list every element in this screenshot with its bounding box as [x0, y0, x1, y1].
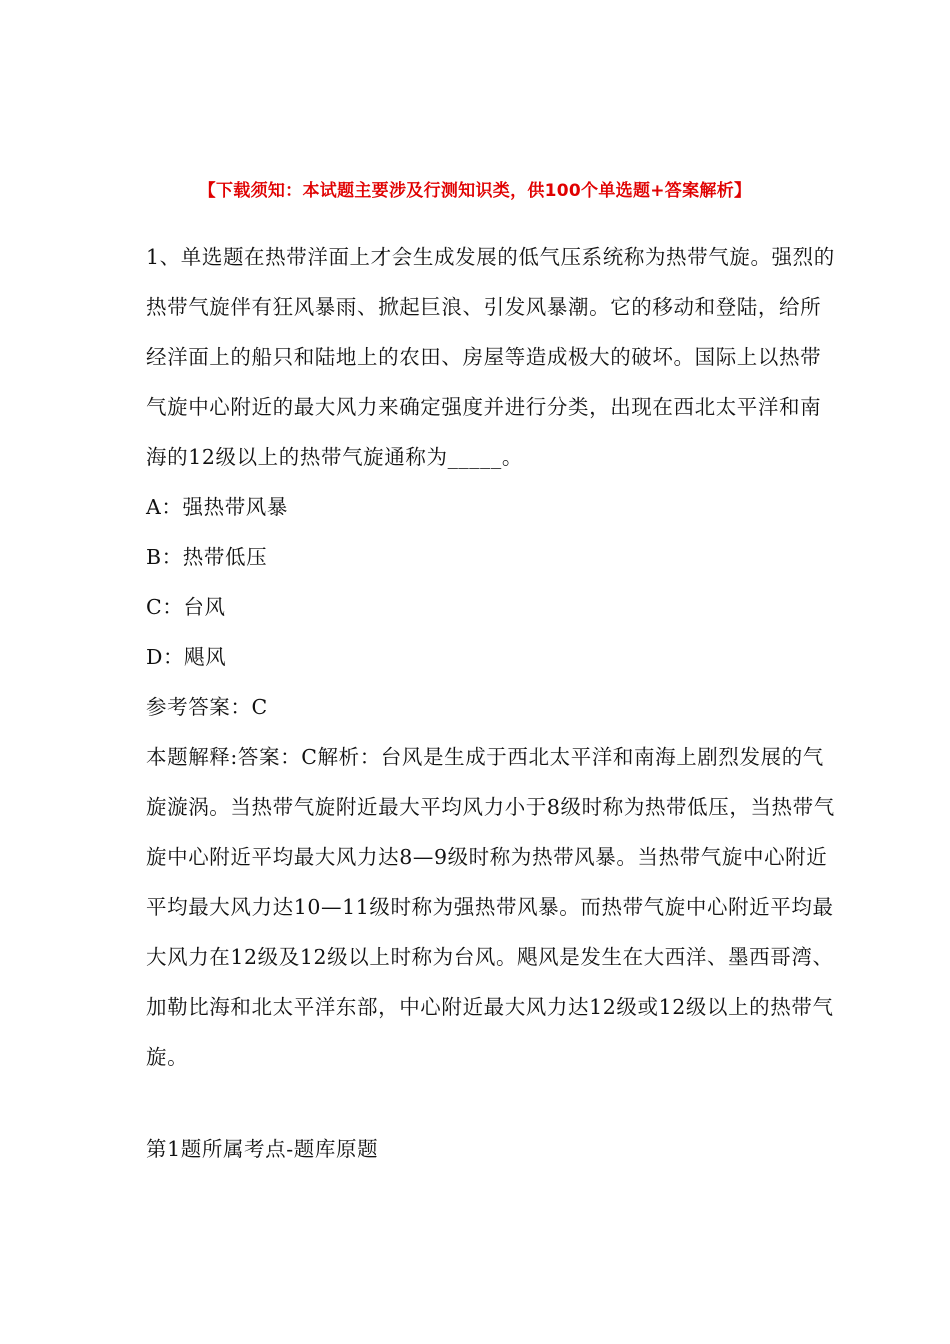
option-d: D：飓风: [146, 645, 227, 669]
option-c: C：台风: [146, 595, 226, 619]
question-block: [146, 232, 836, 1082]
answer-explanation: 本题解释:答案：C解析：台风是生成于西北太平洋和南海上剧烈发展的气旋漩涡。当热带气旋附近最大平均风力小于8级时称为热带低压，当热带气旋中心附近平均最大风力达8—9级时称为热带风暴。当热带气旋中心附近平均最大风力达10—11级时称为强热带风暴。而热带气旋中心附近平均最大风力在12级及12级以上时称为台风。飓风是发生在大西洋、墨西哥湾、加勒比海和北太平洋东部，中心附近最大风力达12级或12级以上的热带气旋。: [146, 745, 835, 1069]
option-b: B：热带低压: [146, 545, 268, 569]
download-notice: 【下载须知：本试题主要涉及行测知识类，供100个单选题+答案解析】: [198, 181, 752, 201]
topic-label: 第1题所属考点-题库原题: [146, 1137, 379, 1161]
question-stem: 1、单选题在热带洋面上才会生成发展的低气压系统称为热带气旋。强烈的热带气旋伴有狂风暴雨、掀起巨浪、引发风暴潮。它的移动和登陆，给所经洋面上的船只和陆地上的农田、房屋等造成极大的破坏。国际上以热带气旋中心附近的最大风力来确定强度并进行分类，出现在西北太平洋和南海的12级以上的热带气旋通称为_____。: [146, 245, 835, 469]
option-a: A：强热带风暴: [146, 495, 289, 519]
reference-answer: 参考答案：C: [146, 695, 268, 719]
